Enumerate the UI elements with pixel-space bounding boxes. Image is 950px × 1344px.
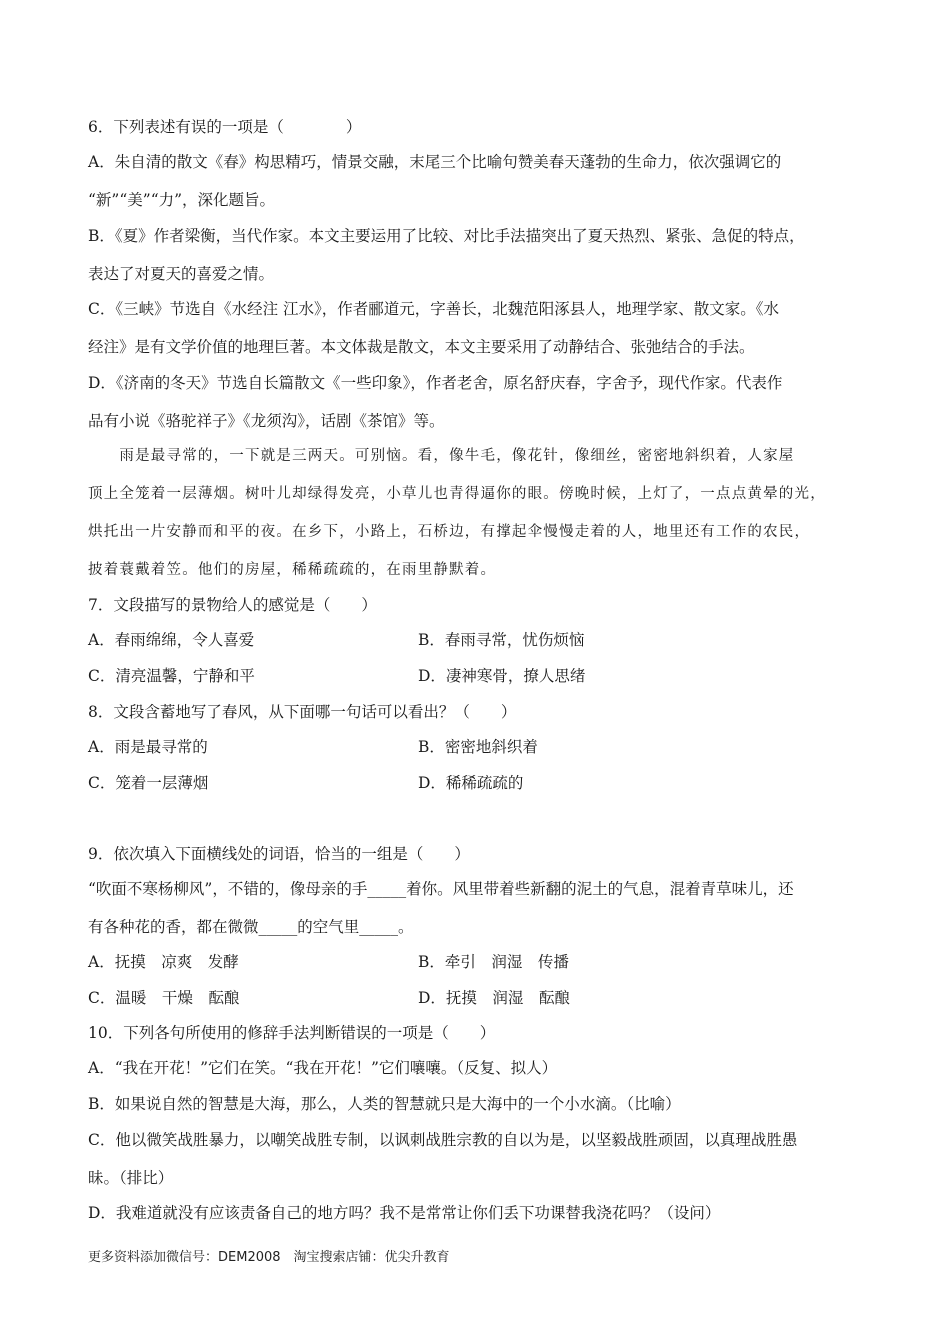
q7-option-b: B．春雨寻常，忧伤烦恼 xyxy=(418,631,585,649)
q6-stem: 6．下列表述有误的一项是（ ） xyxy=(88,118,362,136)
q8-option-b: B．密密地斜织着 xyxy=(418,738,538,756)
q9-option-c: C．温暖 干燥 酝酿 xyxy=(88,989,240,1007)
page-footer: 更多资料添加微信号：DEM2008 淘宝搜索店铺：优尖升教育 xyxy=(88,1250,450,1265)
q9-option-a: A．抚摸 凉爽 发酵 xyxy=(88,953,239,971)
q7-option-d: D．凄神寒骨，撩人思绪 xyxy=(418,667,586,685)
q6-option-b-line2: 表达了对夏天的喜爱之情。 xyxy=(88,265,275,283)
q8-stem: 8．文段含蓄地写了春风，从下面哪一句话可以看出？（ ） xyxy=(88,703,517,721)
q10-option-c-line1: C．他以微笑战胜暴力，以嘲笑战胜专制，以讽刺战胜宗教的自以为是，以坚毅战胜顽固，以真理战胜愚 xyxy=(88,1131,798,1149)
q8-option-d: D．稀稀疏疏的 xyxy=(418,774,524,792)
q6-option-a-line2: “新”“美”“力”，深化题旨。 xyxy=(88,191,276,209)
q6-option-a-line1: A．朱自清的散文《春》构思精巧，情景交融，末尾三个比喻句赞美春天蓬勃的生命力，依次强调它的 xyxy=(88,153,782,171)
passage-line-3: 烘托出一片安静而和平的夜。在乡下，小路上，石桥边，有撑起伞慢慢走着的人，地里还有工作的农民， xyxy=(88,524,811,540)
q8-option-a: A．雨是最寻常的 xyxy=(88,738,208,756)
q9-option-b: B．牵引 润湿 传播 xyxy=(418,953,569,971)
q9-option-d: D．抚摸 润湿 酝酿 xyxy=(418,989,570,1007)
q6-option-c-line2: 经注》是有文学价值的地理巨著。本文体裁是散文，本文主要采用了动静结合、张弛结合的手法。 xyxy=(88,338,755,356)
q10-stem: 10．下列各句所使用的修辞手法判断错误的一项是（ ） xyxy=(88,1024,496,1042)
passage-line-2: 顶上全笼着一层薄烟。树叶儿却绿得发亮，小草儿也青得逼你的眼。傍晚时候，上灯了，一点点黄晕的光， xyxy=(88,486,826,502)
q6-option-d-line2: 品有小说《骆驼祥子》《龙须沟》，话剧《茶馆》等。 xyxy=(88,412,445,430)
q9-text-line1: “吹面不寒杨柳风”，不错的，像母亲的手_____着你。风里带着些新翻的泥土的气息，混着青草味儿，还 xyxy=(88,880,794,898)
q10-option-d: D．我难道就没有应该责备自己的地方吗？我不是常常让你们丢下功课替我浇花吗？（设问） xyxy=(88,1204,721,1222)
passage-line-1: 雨是最寻常的，一下就是三两天。可别恼。看，像牛毛，像花针，像细丝，密密地斜织着，人家屋 xyxy=(88,448,795,464)
q7-stem: 7．文段描写的景物给人的感觉是（ ） xyxy=(88,596,377,614)
q6-option-c-line1: C．《三峡》节选自《水经注 江水》，作者郦道元，字善长，北魏范阳涿县人，地理学家、散文家。《水 xyxy=(88,300,780,318)
q6-option-d-line1: D．《济南的冬天》节选自长篇散文《一些印象》，作者老舍，原名舒庆春，字舍予，现代作家。代表作 xyxy=(88,374,783,392)
q6-option-b-line1: B．《夏》作者梁衡，当代作家。本文主要运用了比较、对比手法描突出了夏天热烈、紧张、急促的特点， xyxy=(88,227,805,245)
q7-option-a: A．春雨绵绵，令人喜爱 xyxy=(88,631,255,649)
passage-line-4: 披着蓑戴着笠。他们的房屋，稀稀疏疏的，在雨里静默着。 xyxy=(88,562,497,578)
q9-stem: 9．依次填入下面横线处的词语，恰当的一组是（ ） xyxy=(88,845,470,863)
q10-option-b: B．如果说自然的智慧是大海，那么，人类的智慧就只是大海中的一个小水滴。（比喻） xyxy=(88,1095,681,1113)
q10-option-a: A．“我在开花！”它们在笑。“我在开花！”它们嚷嚷。（反复、拟人） xyxy=(88,1059,558,1077)
q9-text-line2: 有各种花的香，都在微微_____的空气里_____。 xyxy=(88,918,414,936)
q10-option-c-line2: 昧。（排比） xyxy=(88,1169,174,1187)
q7-option-c: C．清亮温馨，宁静和平 xyxy=(88,667,255,685)
q8-option-c: C．笼着一层薄烟 xyxy=(88,774,209,792)
